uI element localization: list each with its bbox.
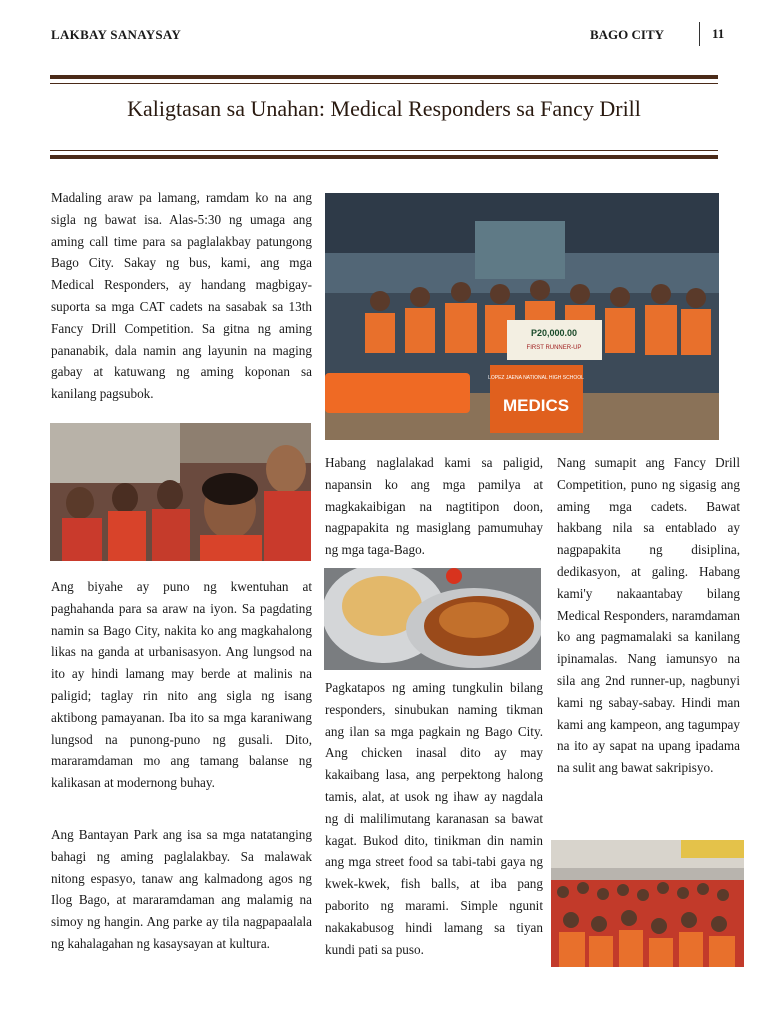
page-number: 11: [712, 26, 725, 41]
section-label: LAKBAY SANAYSAY: [51, 27, 182, 42]
photo-chicken-inasal: [324, 568, 541, 670]
photo-team-crowd: [551, 840, 744, 967]
article-title: Kaligtasan sa Unahan: Medical Responders sa Fancy Drill: [127, 96, 641, 121]
title-rule-bottom-thin: [50, 150, 718, 151]
title-rule-top-thin: [50, 83, 718, 84]
photo-bus-selfie: [50, 423, 311, 561]
banner-school: LOPEZ JAENA NATIONAL HIGH SCHOOL: [488, 375, 584, 381]
check-caption: FIRST RUNNER-UP: [526, 345, 582, 351]
title-rule-bottom: [50, 155, 718, 159]
banner-text: MEDICS: [502, 396, 570, 415]
paragraph-food: Pagkatapos ng aming tungkulin bilang responders, sinubukan naming tikman ang ilan sa mga pagkain ng Bago City. Ang chicken inasal dito ay may kakaibang lasa, ang perpektong halong tamis, alat, at usok ng ihaw ay nagdala ng di malilimutang karanasan sa bawat kagat. Bukod dito, tinikman din namin ang mga street food sa tabi-tabi gaya ng kwek-kwek, fish balls, at iba pang paborito ng marami. Simple ngunit nakakabusog hindi lamang sa tiyan kundi pati sa puso.: [325, 680, 543, 957]
header-divider: [699, 22, 700, 46]
paragraph-competition: Nang sumapit ang Fancy Drill Competition, puno ng sigasig ang aming mga cadets. Bawat hakbang nila sa entablado ay nagpapakita ng disiplina, dedikasyon, at galing. Habang kami'y nakaantabay bilang Medical Responders, naramdaman ko ang pagmamalaki sa kanilang ipinamalas. Nang iamunsyo na sila ang 2nd runner-up, nagbunyi kami ng sabay-sabay. Hindi man kami ang kampeon, ang tagumpay na ito ay sapat na upang ipadama na sulit ang bawat sakripisyo.: [557, 455, 740, 776]
paragraph-journey: Ang biyahe ay puno ng kwentuhan at paghahanda para sa araw na iyon. Sa pagdating namin sa Bago City, nakita ko ang magkahalong likas na ganda at urbanisasyon. Ang lungsod na ito ay hindi lamang may berde at malinis na paligid; taglay rin nito ang sigla ng isang aktibong pamayanan. Iba ito sa mga karaniwang lungsod na punong-puno ng gusali. Dito, mararamdaman mo ang tamang balanse ng kalikasan at modernong buhay.: [51, 579, 312, 791]
paragraph-park: Ang Bantayan Park ang isa sa mga natatanging bahagi ng aming paglalakbay. Sa malawak nitong espasyo, tanaw ang kalmadong agos ng Ilog Bago, at mararamdaman ang malamig na simoy ng hangin. Ang parke ay tila nagpapaalala ng kahalagahan ng kasaysayan at kultura.: [51, 827, 312, 951]
location-label: BAGO CITY: [590, 27, 665, 42]
paragraph-families: Habang naglalakad kami sa paligid, napansin ko ang mga pamilya at magkakaibigan na nagtitipon doon, nagpapakita ng masiglang pamumuhay ng mga taga-Bago.: [325, 455, 543, 558]
title-rule-top: [50, 75, 718, 79]
photo-medics-group: [325, 193, 719, 440]
paragraph-intro: Madaling araw pa lamang, ramdam ko na ang sigla ng bawat isa. Alas-5:30 ng umaga ang aming call time para sa paglalakbay patungong Bago City. Sakay ng bus, kami, ang mga Medical Responders, ay handang magbigay-suporta sa mga CAT cadets na sasabak sa 13th Fancy Drill Competition. Sa gitna ng aming pananabik, dala namin ang layunin na maging gabay at katuwang ng aming koponan sa kanilang pagsubok.: [51, 190, 312, 402]
check-amount: P20,000.00: [530, 328, 578, 338]
